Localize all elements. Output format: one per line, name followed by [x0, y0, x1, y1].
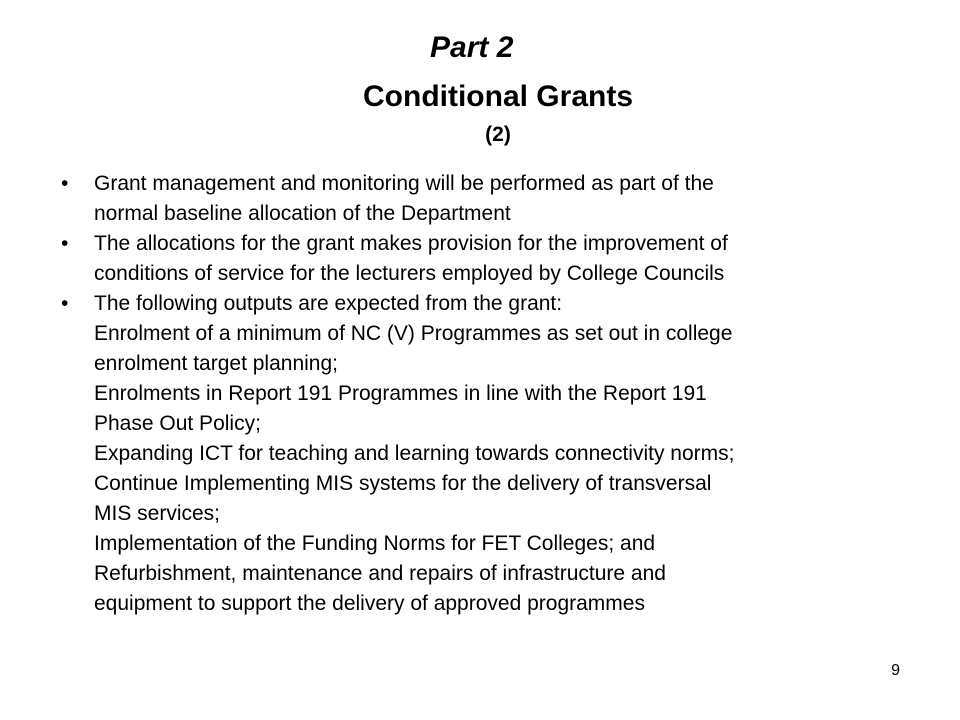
output-line: Enrolments in Report 191 Programmes in line with the Report 191 — [94, 382, 707, 405]
bullet-icon: • — [61, 232, 69, 255]
output-line: Implementation of the Funding Norms for FET Colleges; and — [94, 532, 656, 555]
slide-title: Conditional Grants — [363, 80, 633, 113]
bullet-item-outputs — [61, 289, 941, 319]
output-line: Continue Implementing MIS systems for the delivery of transversal — [94, 472, 712, 495]
bullet-line: Grant management and monitoring will be performed as part of the — [94, 172, 714, 195]
output-line: equipment to support the delivery of approved programmes — [94, 592, 645, 615]
output-line: Refurbishment, maintenance and repairs of infrastructure and — [94, 562, 666, 585]
output-line: Phase Out Policy; — [94, 412, 261, 435]
output-line: Enrolment of a minimum of NC (V) Programmes as set out in college — [94, 322, 733, 345]
bullet-icon: • — [61, 172, 69, 195]
bullet-line: The allocations for the grant makes provision for the improvement of — [94, 232, 728, 255]
outputs-list — [61, 319, 941, 619]
page-number: 9 — [891, 662, 900, 679]
output-line: Expanding ICT for teaching and learning towards connectivity norms; — [94, 442, 735, 465]
bullet-item-allocations — [61, 229, 941, 289]
output-line: enrolment target planning; — [94, 352, 338, 375]
slide-content — [61, 169, 941, 619]
bullet-icon: • — [61, 292, 69, 315]
bullet-line: normal baseline allocation of the Department — [94, 202, 511, 225]
bullet-item-grant-management — [61, 169, 941, 229]
bullet-line: conditions of service for the lecturers employed by College Councils — [94, 262, 725, 285]
slide-part-label: Part 2 — [430, 31, 514, 64]
output-line: MIS services; — [94, 502, 221, 525]
bullet-line: The following outputs are expected from the grant: — [94, 292, 563, 315]
slide-subtitle: (2) — [485, 123, 511, 146]
